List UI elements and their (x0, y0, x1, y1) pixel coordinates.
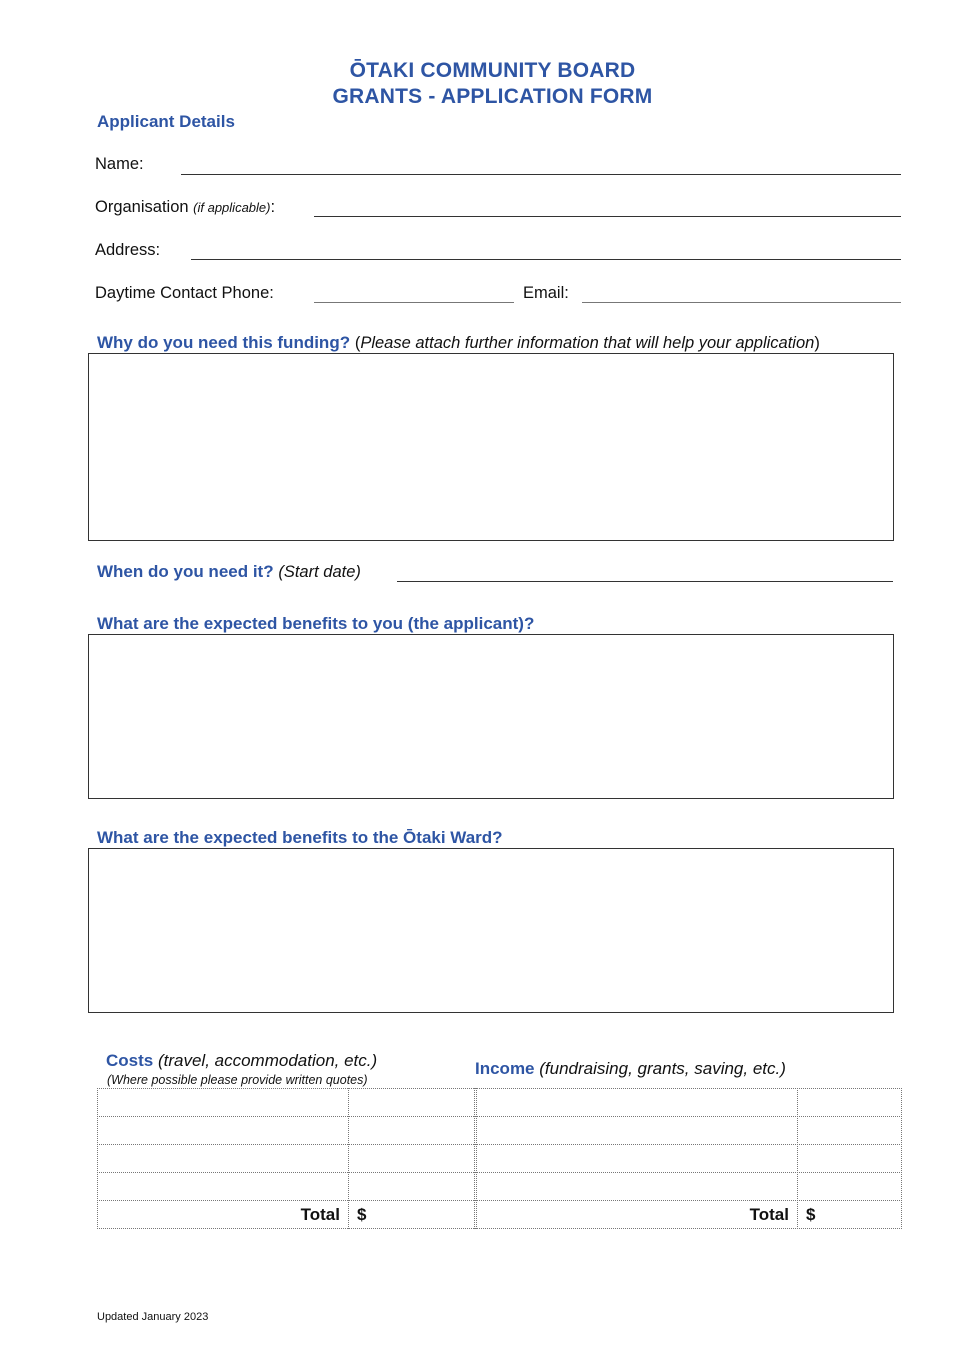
organisation-note: (if applicable) (193, 200, 271, 215)
table-row-divider (97, 1200, 902, 1201)
benefits-applicant-question: What are the expected benefits to you (the applicant)? (97, 614, 535, 633)
income-total-input[interactable] (821, 1203, 899, 1226)
form-title-line2: GRANTS - APPLICATION FORM (332, 85, 653, 108)
organisation-input[interactable] (316, 194, 899, 216)
email-line (582, 302, 901, 303)
income-total-label: Total (749, 1205, 789, 1224)
name-line (181, 174, 901, 175)
phone-line (314, 302, 514, 303)
income-item-input[interactable] (480, 1175, 794, 1198)
name-input[interactable] (183, 152, 899, 174)
form-title-line1: ŌTAKI COMMUNITY BOARD (349, 59, 636, 82)
funding-note: Please attach further information that will help your application (360, 334, 815, 352)
table-col-divider (474, 1088, 475, 1229)
applicant-details-heading: Applicant Details (97, 112, 235, 131)
income-item-input[interactable] (480, 1091, 794, 1114)
table-row-divider (97, 1116, 902, 1117)
income-amount-input[interactable] (801, 1091, 899, 1114)
income-total-currency: $ (806, 1205, 816, 1224)
address-label: Address: (95, 241, 161, 259)
income-amount-input[interactable] (801, 1175, 899, 1198)
costs-total-input[interactable] (372, 1203, 471, 1226)
income-item-input[interactable] (480, 1147, 794, 1170)
costs-note: (travel, accommodation, etc.) (157, 1051, 378, 1070)
cost-item-input[interactable] (101, 1147, 345, 1170)
table-col-divider (797, 1088, 798, 1229)
cost-amount-input[interactable] (352, 1091, 471, 1114)
address-line (191, 259, 901, 260)
cost-item-input[interactable] (101, 1175, 345, 1198)
table-row-divider (97, 1172, 902, 1173)
table-col-divider (348, 1088, 349, 1229)
benefits-applicant-input[interactable] (94, 640, 888, 793)
funding-question: Why do you need this funding? (Please attach further information that will help your application) (97, 333, 820, 352)
cost-item-input[interactable] (101, 1119, 345, 1142)
funding-answer-input[interactable] (94, 359, 888, 535)
costs-heading: Costs (travel, accommodation, etc.) (106, 1051, 378, 1070)
cost-amount-input[interactable] (352, 1175, 471, 1198)
start-date-note: (Start date) (278, 563, 361, 581)
costs-subnote: (Where possible please provide written quotes) (107, 1073, 368, 1087)
benefits-ward-question: What are the expected benefits to the Ōtaki Ward? (97, 828, 503, 847)
email-label: Email: (523, 284, 569, 302)
start-date-input[interactable] (399, 559, 891, 581)
phone-input[interactable] (316, 281, 512, 302)
income-amount-input[interactable] (801, 1119, 899, 1142)
start-date-line (397, 581, 893, 582)
organisation-label: Organisation (if applicable): (95, 198, 276, 216)
start-date-question: When do you need it? (Start date) (97, 562, 361, 581)
cost-item-input[interactable] (101, 1091, 345, 1114)
benefits-ward-input[interactable] (94, 854, 888, 1007)
address-input[interactable] (193, 237, 899, 259)
cost-amount-input[interactable] (352, 1147, 471, 1170)
costs-total-label: Total (300, 1205, 340, 1224)
name-label: Name: (95, 155, 144, 173)
footer-updated: Updated January 2023 (97, 1311, 209, 1323)
income-amount-input[interactable] (801, 1147, 899, 1170)
table-row-divider (97, 1144, 902, 1145)
phone-label: Daytime Contact Phone: (95, 284, 274, 302)
organisation-line (314, 216, 901, 217)
income-item-input[interactable] (480, 1119, 794, 1142)
costs-total-currency: $ (357, 1205, 367, 1224)
income-note: (fundraising, grants, saving, etc.) (539, 1059, 786, 1078)
income-heading: Income (fundraising, grants, saving, etc.) (475, 1059, 786, 1078)
email-input[interactable] (584, 281, 899, 302)
cost-amount-input[interactable] (352, 1119, 471, 1142)
